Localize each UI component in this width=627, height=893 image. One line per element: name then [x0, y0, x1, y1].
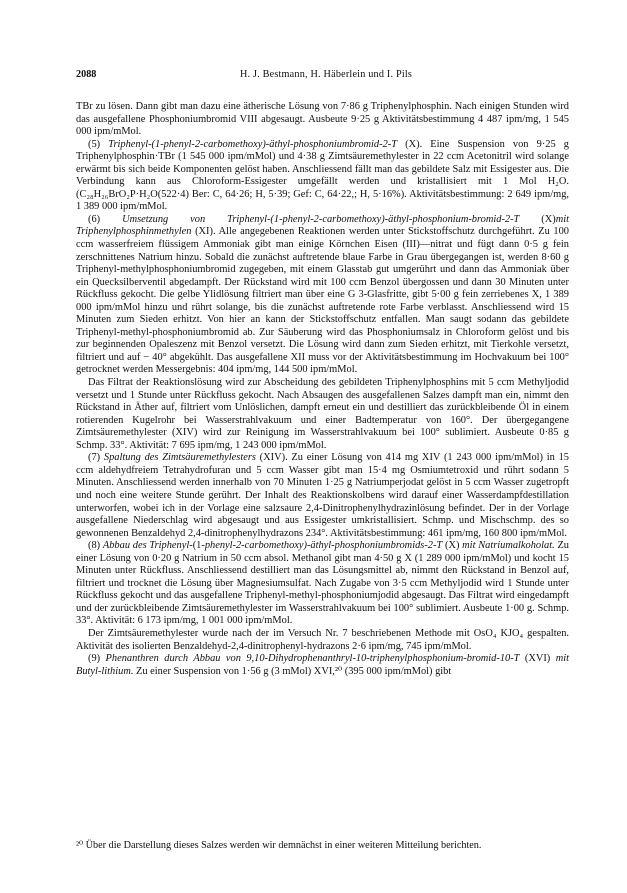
paragraph-p3: [76, 377, 569, 452]
article-body: [76, 101, 569, 678]
paragraph-text: Das Filtrat der Reaktionslösung wird zur Abscheidung des gebildeten Triphenylphosphins mit 5 ccm Methyljodid versetzt und 1 Stunde unter Rückfluss gekocht. Nach Absaugen des ausgefallenen Salzes dampft man ein, nimmt den Rückstand in Äther auf, filtriert vom Unlöslichen, dampft erneut ein und destilliert das zurückbleibende Öl in einem rotierenden Kugelrohr bei Wasserstrahlvakuum und einer Badtemperatur von 160°. Der übergegangene Zimtsäuremethylester (XIV) wird zur Reinigung im Wasserstrahlvakuum bei 100° sublimiert. Ausbeute 0·85 g Schmp. 33°. Aktivität: 7 695 ipm/mg, 1 243 000 ipm/mMol.: [76, 377, 569, 451]
paragraph-text: (5): [88, 138, 109, 150]
paragraph-text: (X). Eine Suspension von 9·25 g Triphenylphosphin·TBr (1 545 000 ipm/mMol) und 4·38 g Zimtsäuremethylester in 22 ccm Acetonitril wird solange erwärmt bis sich beide Komponenten gelöst haben. Anschliessend fällt man das gebildete Salz mit Essigester aus. Die Verbindung kann aus Chloroform-Essigester umgefällt werden und kristallisiert mit 1 Mol H₂O. (C₂₈H₂₆BrO₂P·H₂O(522·4) Ber: C, 64·26; H, 5·39; Gef: C, 64·22,; H, 5·16%). Aktivitätsbestimmung: 2 649 ipm/mg, 1 389 000 ipm/mMol.: [76, 138, 569, 213]
paragraph-text: Der Zimtsäuremethylester wurde nach der im Versuch Nr. 7 beschriebenen Methode mit OsO₄ KJO₄ gespalten. Aktivität des isolierten Benzaldehyd-2,4-dinitrophenyl-hydrazons 2·6 ipm/mg, 745 ipm/mMol.: [76, 627, 569, 652]
paragraph-p1: [76, 139, 569, 214]
paragraph-p5: [76, 540, 569, 628]
paragraph-text: (XIV). Zu einer Lösung von 414 mg XIV (1 243 000 ipm/mMol) in 15 ccm aldehydfreiem Tetrahydrofuran und 5 ccm Wasser gibt man 15·4 mg Osmiumtetroxid und rührt sodann 5 Minuten. Anschliessend werden innerhalb von 70 Minuten 1·25 g Natriumperjodat gelöst in 5 ccm Wasser zugetropft und noch eine weitere Stunde gerührt. Der Inhalt des Reaktionskolbens wird darauf einer Wasserdampfdestillation unterworfen, wobei ich in der Vorlage eine salzsaure 2,4-Dinitrophenylhydrazinlösung befindet. Der in der Vorlage ausgefallene Niederschlag wird abgesaugt und aus Essigester umkristallisiert. Schmp. und Mischschmp. des so gewonnenen Benzaldehyd 2,4-dinitrophenylhydrazons 234°. Aktivitätsbestimmung: 461 ipm/mg, 160 800 ipm/mMol.: [76, 452, 570, 539]
paragraph-text: (1-: [192, 540, 205, 552]
paragraph-text: (XI). Alle angegebenen Reaktionen werden unter Stickstoffschutz durchgeführt. Zu 100 ccm wasserfreiem flüssigem Ammoniak gibt man einige Körnchen Eisen (III)—nitrat und fügt dann 0·5 g fein zerschnittenes Natrium hinzu. Sobald die zunächst auftretende blaue Farbe in Grau übergegangen ist, werden 8·60 g Triphenyl-methylphosphoniumbromid zugegeben, mit einem Glasstab gut umgerührt und dann das Ammoniak über ein Quecksilberventil abgedampft. Der Rückstand wird mit 100 ccm Benzol übergossen und dann 30 Minuten unter Rückfluss gekocht. Die gelbe Ylidlösung filtriert man über eine G 3-Glasfritte, gibt 5·00 g fein zerriebenes X, 1 389 000 ipm/mMol hinzu und rührt solange, bis die zunächst auftretende rote Farbe verblasst. Anschliessend wird 15 Minuten zum Sieden erhitzt. Von hier an kann der Stickstoffschutz entfallen. Man saugt sodann das gebildete Triphenyl-methyl-phosphoniumbromid ab. Zur Säuberung wird das Phosphoniumsalz in Chloroform gelöst und bis zur beginnenden Opaleszenz mit Benzol versetzt. Die Lösung wird dann zum Sieden erhitzt, mit Tierkohle versetzt, filtriert und auf − 40° abgekühlt. Das ausgefallene XII muss vor der Aktivitätsbestimmung im Hochvakuum bei 100° getrocknet werden Messergebnis: 404 ipm/mg, 144 500 ipm/mMol.: [76, 226, 569, 376]
italic-heading-text: Abbau des Triphenyl-: [102, 540, 193, 552]
footnote: ²⁰ Über die Darstellung dieses Salzes werden wir demnächst in einer weiteren Mitteilung berichten.: [76, 840, 482, 851]
italic-heading-text: mit Natriumalkoholat.: [462, 540, 555, 552]
italic-heading-text: Umsetzung von Triphenyl-(1-phenyl-2-carbomethoxy)-äthyl-phosphonium-bromid-2-T: [122, 213, 520, 225]
italic-heading-text: Phenanthren durch Abbau von 9,10-Dihydrophenanthryl-10-triphenylphosphonium-bromid-10-T: [105, 653, 520, 665]
paragraph-text: TBr zu lösen. Dann gibt man dazu eine ätherische Lösung von 7·86 g Triphenylphosphin. Nach einigen Stunden wird das ausgefallene Phosphoniumbromid VIII abgesaugt. Ausbeute 9·25 g Aktivitätsbestimmung 4 487 ipm/mg, 1 545 000 ipm/mMol.: [76, 101, 569, 138]
italic-heading-text: mit Triphenylphosphinmethylen: [76, 213, 569, 238]
paragraph-text: Zu einer Lösung von 0·20 g Natrium in 50 ccm absol. Methanol gibt man 4·50 g X (1 289 000 ipm/mMol) und kocht 15 Minuten unter Rückfluss. Anschliessend destilliert man das Lösungsmittel ab, nimmt den Rückstand in Benzol auf, filtriert und trocknet die Lösung über Magnesiumsulfat. Nach Zugabe von 3·5 ccm Methyljodid wird 1 Stunde unter Rückfluss gekocht und das ausgefallene Triphenyl-methyl-phosphoniumjodid abgesaugt. Das Filtrat wird eingedampft und der zurückbleibende Zimtsäuremethylester im Wasserstrahlvakuum bei 100° sublimiert. Ausbeute 1·00 g. Schmp. 33°. Aktivität: 6 173 ipm/mg, 1 001 000 ipm/mMol.: [76, 540, 570, 627]
paragraph-text: (X): [519, 213, 556, 225]
italic-heading-text: mit Butyl-lithium.: [76, 653, 569, 677]
italic-heading-text: Spaltung des Zimtsäuremethylesters: [103, 452, 256, 464]
paragraph-text: (9): [88, 653, 106, 665]
paragraph-text: (6): [88, 213, 123, 225]
paragraph-text: Zu einer Suspension von 1·56 g (3 mMol) XVI,²⁰ (395 000 ipm/mMol) gibt: [133, 665, 452, 677]
paragraph-p2: [76, 214, 569, 377]
paragraph-text: (7): [88, 452, 104, 464]
paragraph-p7: [76, 653, 569, 678]
running-head-authors: H. J. Bestmann, H. Häberlein und I. Pils: [239, 69, 413, 80]
running-header: [76, 69, 576, 83]
paragraph-text: (X): [442, 540, 463, 552]
paragraph-p0: [76, 101, 569, 139]
page-number: 2088: [76, 69, 97, 80]
italic-heading-text: phenyl-2-carbomethoxy)-äthyl-phosphoniumbromids-2-T: [204, 540, 443, 552]
paragraph-text: (XVI): [519, 653, 556, 665]
paragraph-p6: [76, 628, 569, 653]
paragraph-text: (8): [88, 540, 103, 552]
paragraph-p4: [76, 452, 569, 540]
italic-heading-text: Triphenyl-(1-phenyl-2-carbomethoxy)-äthyl-phosphoniumbromid-2-T: [108, 138, 398, 150]
